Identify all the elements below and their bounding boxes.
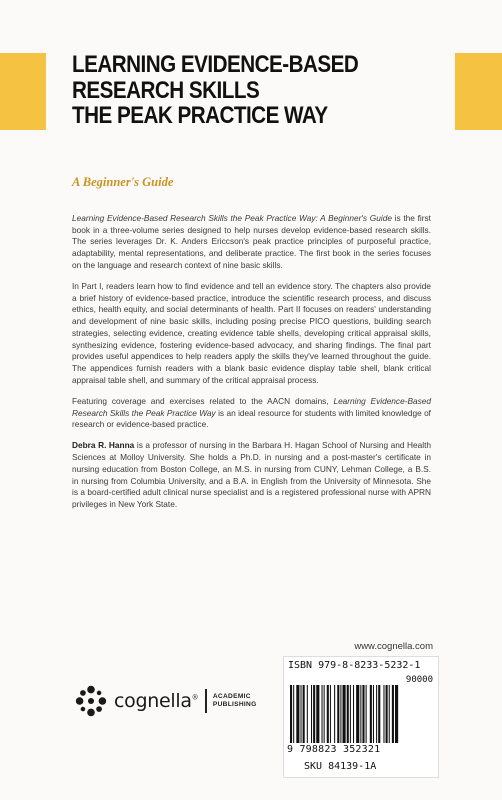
barcode-panel xyxy=(283,656,439,778)
paragraph-coverage xyxy=(72,396,431,431)
title-line-1: LEARNING EVIDENCE-BASED xyxy=(72,51,359,78)
barcode-icon xyxy=(288,685,434,743)
price-code: 90000 xyxy=(405,675,433,685)
barcode-bar xyxy=(386,685,388,743)
author-name: Debra R. Hanna xyxy=(72,440,135,451)
coverage-book-title: Learning Evidence-Based Research Skills the Peak Practice Way xyxy=(72,395,431,418)
barcode-bar xyxy=(324,685,325,743)
description xyxy=(72,213,431,520)
barcode-bar xyxy=(337,685,339,743)
author-bio: is a professor of nursing in the Barbara H. Hagan School of Nursing and Health Sciences at Molloy University. She holds a Ph.D. in nursing and a post-master's certificate in nursing education from Boston College, an M.S. in nursing from CUNY, Lehman College, a B.S. in nursing from Columbia University, and a B.A. in English from the University of Minnesota. She is a board-certified adult clinical nurse specialist and is a registered professional nurse with APRN privileges in New York State. xyxy=(72,440,432,509)
ean-number: 9 798823 352321 xyxy=(287,744,381,755)
barcode-bar xyxy=(340,685,341,743)
intro-book-title: Learning Evidence-Based Research Skills the Peak Practice Way: A Beginner's Guide xyxy=(72,213,392,223)
barcode-bar xyxy=(378,685,380,743)
logo-divider xyxy=(205,689,207,713)
barcode-bar xyxy=(316,685,319,743)
paragraph-contents: In Part I, readers learn how to find evidence and tell an evidence story. The chapters also provide a brief history of evidence-based practice, introduce the scientific research process, and discuss ethics, health equity, and social determinants of health. Part II focuses on readers' understanding and development of nine basic skills, including posing precise PICO questions, building search strategies, selecting evidence, creating evidence table shells, developing critical appraisal skills, synthesizing evidence, fostering evidence-based advocacy, and sharing findings. The final part provides useful appendices to help readers apply the skills they've learned throughout the guide. The appendices furnish readers with a blank basic evidence display table shell, blank critical appraisal table shell, and summary of the critical appraisal process. xyxy=(72,281,431,385)
book-title xyxy=(72,52,399,129)
barcode-bar xyxy=(327,685,329,743)
barcode-bar xyxy=(334,685,335,743)
trademark: ® xyxy=(191,693,199,702)
title-line-3: THE PEAK PRACTICE WAY xyxy=(72,102,328,129)
cognella-mark-icon xyxy=(72,682,110,720)
logo-text: cognella xyxy=(114,690,192,712)
publisher-logo xyxy=(72,682,257,720)
barcode-bar xyxy=(373,685,374,743)
barcode-bar xyxy=(356,685,359,743)
barcode-bar xyxy=(395,685,398,743)
book-subtitle: A Beginner's Guide xyxy=(72,175,174,189)
barcode-bar xyxy=(343,685,346,743)
intro-text: is the first book in a three-volume series designed to help nurses develop evidence-based research skills. The series leverages Dr. K. Anders Ericcson's peak practice principles of purposeful practice, adaptability, mental representations, and deliberate practice. The first book in the series focuses on the language and research context of nine basic skills. xyxy=(72,213,431,270)
paragraph-author xyxy=(72,440,431,510)
barcode-bar xyxy=(307,685,308,743)
publisher-url: www.cognella.com xyxy=(354,641,433,652)
barcode-bar xyxy=(383,685,384,743)
barcode-bar xyxy=(330,685,331,743)
barcode-bar xyxy=(303,685,305,743)
barcode-bar xyxy=(370,685,372,743)
logo-subtext xyxy=(213,693,257,709)
barcode-bar xyxy=(347,685,349,743)
barcode-bar xyxy=(322,685,323,743)
coverage-pre: Featuring coverage and exercises related to the AACN domains, xyxy=(72,395,334,406)
title-line-2: RESEARCH SKILLS xyxy=(72,76,260,104)
barcode-bar xyxy=(296,685,299,743)
coverage-post: is an ideal resource for students with limited knowledge of research or evidence-based practice. xyxy=(72,407,431,430)
paragraph-intro xyxy=(72,213,431,272)
accent-stripe-left xyxy=(0,53,46,130)
barcode-bar xyxy=(366,685,367,743)
isbn-label: ISBN 979-8-8233-5232-1 xyxy=(288,660,421,671)
barcode-bar xyxy=(392,685,394,743)
logo-sub-line-2: PUBLISHING xyxy=(212,701,257,708)
barcode-bar xyxy=(290,685,292,743)
barcode-bar xyxy=(313,685,315,743)
barcode-bar xyxy=(350,685,351,743)
logo-wordmark xyxy=(114,690,198,712)
barcode-bar xyxy=(293,685,294,743)
barcode-bar xyxy=(362,685,364,743)
barcode-bar xyxy=(360,685,361,743)
logo-sub-line-1: ACADEMIC xyxy=(212,693,251,700)
barcode-bar xyxy=(301,685,302,743)
barcode-bar xyxy=(311,685,312,743)
barcode-bar xyxy=(353,685,354,743)
barcode-bar xyxy=(376,685,377,743)
accent-stripe-right xyxy=(455,53,502,130)
sku-label: SKU 84139-1A xyxy=(304,761,377,772)
barcode-bar xyxy=(389,685,390,743)
